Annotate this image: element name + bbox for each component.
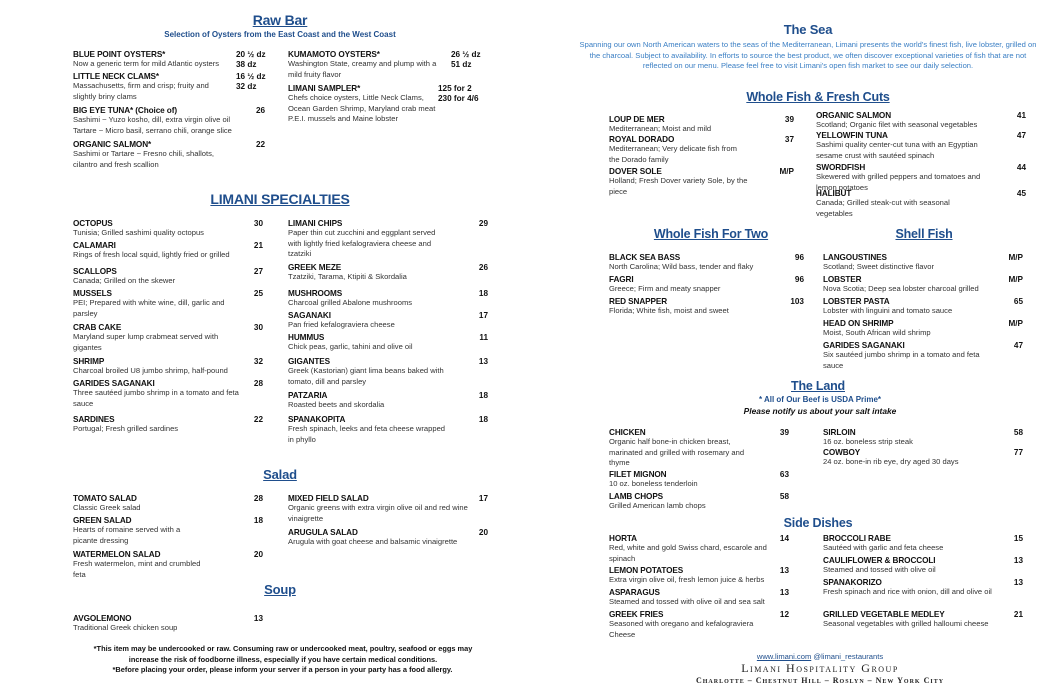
item-name: SPANAKORIZO (823, 578, 882, 587)
item-price: 22 (253, 415, 263, 424)
item-price: 25 (253, 289, 263, 298)
item-name: CALAMARI (73, 241, 116, 250)
sides-title: Side Dishes (783, 516, 853, 530)
item-name: CRAB CAKE (73, 323, 122, 332)
item-description: Paper thin cut zucchini and eggplant served with lightly fried kefalograviera cheese and tzatziki (288, 228, 436, 258)
item-description: Fresh spinach and rice with onion, dill and olive oil (823, 587, 992, 596)
item-description: Classic Greek salad (73, 503, 141, 512)
item-name: MUSHROOMS (288, 289, 343, 298)
item-price: 18 (478, 289, 488, 298)
item-name: OCTOPUS (73, 219, 113, 228)
item-price: M/P (1008, 319, 1023, 328)
item-price: 29 (478, 219, 488, 228)
item-description: Greece; Firm and meaty snapper (609, 284, 721, 293)
item-name: SWORDFISH (816, 163, 866, 172)
menu-item (609, 610, 789, 640)
item-description: Organic half bone-in chicken breast, marinated and grilled with rosemary and thyme (609, 437, 745, 467)
item-description: Arugula with goat cheese and balsamic vinaigrette (288, 537, 458, 546)
item-name: LIMANI CHIPS (288, 219, 343, 228)
item-description: Extra virgin olive oil, fresh lemon juice & herbs (609, 575, 765, 584)
item-description: Charcoal broiled U8 jumbo shrimp, half-pound (73, 366, 228, 375)
item-price-dozen: 38 dz (236, 60, 257, 69)
item-price: 21 (1013, 610, 1023, 619)
menu-item (73, 106, 273, 136)
item-name: GREEN SALAD (73, 516, 132, 525)
item-price: M/P (779, 167, 794, 176)
item-name: LIMANI SAMPLER* (288, 84, 361, 93)
item-description: Sashimi or Tartare ~ Fresno chili, shallots, cilantro and fresh scallion (73, 149, 215, 169)
item-price: 17 (478, 311, 488, 320)
item-description: Now a generic term for mild Atlantic oysters (73, 59, 220, 68)
menu-item (73, 72, 266, 102)
item-price: 45 (1016, 189, 1026, 198)
item-price: 39 (779, 428, 789, 437)
item-description: Three sautéed jumbo shrimp in a tomato and feta sauce (73, 388, 239, 408)
item-description: Portugal; Fresh grilled sardines (73, 424, 179, 433)
item-price: 77 (1013, 448, 1023, 457)
item-name: SARDINES (73, 415, 115, 424)
menu-item (73, 379, 263, 409)
item-price: 12 (779, 610, 789, 619)
item-name: PATZARIA (288, 391, 328, 400)
menu-item (73, 289, 263, 319)
sea-intro: Spanning our own North American waters to the seas of the Mediterranean, Limani presents the world's finest fish, live lobster, grilled on the charcoal. Subject to availability. In efforts to source the best product, we often discover exceptional varieties of fish that are not reflected on our menu. Please feel free to visit Limani's open fish market to see our daily selection. (579, 40, 1037, 70)
item-description: 24 oz. bone-in rib eye, dry aged 30 days (823, 457, 959, 466)
menu-item (823, 253, 1023, 273)
item-price: 18 (478, 415, 488, 424)
item-name: GREEK FRIES (609, 610, 664, 619)
item-price: 17 (478, 494, 488, 503)
item-name: BIG EYE TUNA* (Choice of) (73, 106, 177, 115)
item-price: 13 (1013, 578, 1023, 587)
menu-item (609, 566, 789, 586)
item-name: SAGANAKI (288, 311, 331, 320)
item-name: ROYAL DORADO (609, 135, 675, 144)
menu-item (609, 492, 789, 512)
item-price: 28 (253, 494, 263, 503)
item-name: GREEK MEZE (288, 263, 342, 272)
group-locations: Charlotte – Chestnut Hill – Roslyn – New York City (695, 676, 945, 685)
item-name: SHRIMP (73, 357, 105, 366)
menu-item (73, 494, 263, 514)
item-description: PEI; Prepared with white wine, dill, garlic and parsley (73, 298, 225, 318)
item-price: 65 (1013, 297, 1023, 306)
item-description: Chick peas, garlic, tahini and olive oil (288, 342, 413, 351)
item-description: Holland; Fresh Dover variety Sole, by the piece (609, 176, 748, 196)
item-description: Fresh spinach, leeks and feta cheese wrapped in phyllo (288, 424, 446, 444)
item-name: HEAD ON SHRIMP (823, 319, 894, 328)
item-name: HALIBUT (816, 189, 852, 198)
item-description: Rings of fresh local squid, lightly fried or grilled (73, 250, 230, 259)
item-name: SIRLOIN (823, 428, 856, 437)
item-price: 13 (478, 357, 488, 366)
item-price: 20 ½ dz (236, 50, 266, 59)
menu-item (609, 297, 804, 317)
menu-item (288, 84, 483, 125)
menu-item (816, 111, 1026, 131)
menu-item (823, 428, 1023, 448)
menu-item (823, 341, 1023, 371)
group-name: Limani Hospitality Group (741, 661, 899, 675)
item-name: DOVER SOLE (609, 167, 662, 176)
item-price: 47 (1013, 341, 1023, 350)
item-price: 13 (1013, 556, 1023, 565)
item-name: GIGANTES (288, 357, 330, 366)
item-name: LOBSTER PASTA (823, 297, 890, 306)
menu-item (73, 219, 263, 239)
item-price: 11 (479, 333, 488, 342)
item-price: 30 (253, 219, 263, 228)
item-description: Seasoned with oregano and kefalograviera Cheese (609, 619, 754, 639)
menu-item (823, 297, 1023, 317)
item-name: YELLOWFIN TUNA (816, 131, 888, 140)
item-name: FILET MIGNON (609, 470, 667, 479)
item-price-dozen: 51 dz (451, 60, 472, 69)
item-description: Nova Scotia; Deep sea lobster charcoal grilled (823, 284, 979, 293)
sea-title: The Sea (783, 22, 833, 37)
soup-title: Soup (264, 582, 296, 597)
item-description: Grilled American lamb chops (609, 501, 706, 510)
item-description: 10 oz. boneless tenderloin (609, 479, 698, 488)
item-description: Red, white and gold Swiss chard, escarole and spinach (609, 543, 767, 563)
item-name: ASPARAGUS (609, 588, 660, 597)
item-description: Pan fried kefalograviera cheese (288, 320, 395, 329)
menu-item (609, 167, 794, 197)
menu-item (288, 528, 488, 548)
land-salt-note: Please notify us about your salt intake (743, 406, 897, 416)
item-price: 44 (1016, 163, 1026, 172)
menu-item (609, 275, 804, 295)
menu-item (288, 50, 483, 80)
menu-item (816, 189, 1026, 219)
footnote-allergy: *Before placing your order, please inform your server if a person in your party has a food allergy. (112, 665, 453, 674)
item-name: WATERMELON SALAD (73, 550, 161, 559)
item-description: Mediterranean; Moist and mild (609, 124, 712, 133)
menu-item (73, 614, 263, 634)
menu-item (609, 115, 794, 135)
item-name: BLUE POINT OYSTERS* (73, 50, 166, 59)
menu-item (288, 415, 488, 445)
item-price: M/P (1008, 275, 1023, 284)
whole-fish-title: Whole Fish & Fresh Cuts (746, 90, 890, 104)
item-price: 103 (790, 297, 804, 306)
item-name: LANGOUSTINES (823, 253, 887, 262)
menu-item (823, 610, 1023, 630)
item-name: LOUP DE MER (609, 115, 665, 124)
land-beef-note: * All of Our Beef is USDA Prime* (758, 395, 882, 404)
item-price: 32 (253, 357, 263, 366)
item-name: MUSSELS (73, 289, 112, 298)
menu-item (609, 428, 789, 469)
menu-item (73, 415, 263, 435)
item-description: Sautéed with garlic and feta cheese (823, 543, 944, 552)
item-price: 26 ½ dz (451, 50, 481, 59)
footer-links (690, 652, 950, 661)
menu-item (288, 311, 488, 331)
menu-item (73, 140, 273, 170)
item-name: CHICKEN (609, 428, 646, 437)
item-description: Seasonal vegetables with grilled halloumi cheese (823, 619, 989, 628)
item-name: GRILLED VEGETABLE MEDLEY (823, 610, 945, 619)
menu-item (823, 448, 1023, 468)
item-price: 21 (253, 241, 263, 250)
item-description: Skewered with grilled peppers and tomatoes and lemon potatoes (816, 172, 981, 192)
item-name: BROCCOLI RABE (823, 534, 891, 543)
item-price: 63 (779, 470, 789, 479)
item-price: 26 (478, 263, 488, 272)
footnote-raw-warning: *This item may be undercooked or raw. Consuming raw or undercooked meat, poultry, seafood or eggs may increase the risk of foodborne illness, especially if you have certain medical conditions. (93, 644, 473, 664)
item-name: BLACK SEA BASS (609, 253, 681, 262)
item-price: 96 (794, 275, 804, 284)
item-price-dozen: 32 dz (236, 82, 257, 91)
menu-item (823, 556, 1023, 576)
item-price: 13 (253, 614, 263, 623)
item-name: HUMMUS (288, 333, 325, 342)
menu-item (73, 323, 263, 353)
item-price: M/P (1008, 253, 1023, 262)
item-price: 125 for 2 (438, 84, 472, 93)
item-name: KUMAMOTO OYSTERS* (288, 50, 380, 59)
item-name: LEMON POTATOES (609, 566, 684, 575)
item-name: GARIDES SAGANAKI (823, 341, 905, 350)
item-name: SPANAKOPITA (288, 415, 346, 424)
item-price-group: 230 for 4/6 (438, 94, 479, 103)
item-description: Organic greens with extra virgin olive oil and red wine vinaigrette (288, 503, 468, 523)
item-description: Sashimi ~ Yuzo kosho, dill, extra virgin olive oil Tartare ~ Micro basil, serrano chili, orange slice (73, 115, 232, 135)
item-price: 20 (253, 550, 263, 559)
item-price: 18 (478, 391, 488, 400)
item-description: Six sautéed jumbo shrimp in a tomato and feta sauce (823, 350, 980, 370)
menu-item (823, 319, 1023, 339)
menu-item (609, 135, 794, 165)
item-description: 16 oz. boneless strip steak (823, 437, 913, 446)
land-title: The Land (791, 379, 845, 393)
item-name: GARIDES SAGANAKI (73, 379, 155, 388)
item-description: Maryland super lump crabmeat served with gigantes (73, 332, 219, 352)
menu-item (823, 578, 1023, 598)
item-description: Hearts of romaine served with a picante dressing (73, 525, 181, 545)
item-price: 26 (256, 106, 266, 115)
item-price: 58 (779, 492, 789, 501)
menu-item (823, 534, 1023, 554)
menu-item (288, 391, 488, 411)
item-description: Massachusetts, firm and crisp; fruity and slightly briny clams (73, 81, 209, 101)
item-name: ORGANIC SALMON (816, 111, 892, 120)
menu-item (73, 357, 263, 377)
salad-title: Salad (263, 467, 297, 482)
website-link[interactable]: www.limani.com (756, 652, 812, 661)
item-price: 20 (478, 528, 488, 537)
item-description: Roasted beets and skordalia (288, 400, 385, 409)
menu-item (73, 516, 263, 546)
item-price: 13 (779, 588, 789, 597)
item-description: Steamed and tossed with olive oil (823, 565, 936, 574)
item-name: LAMB CHOPS (609, 492, 664, 501)
social-handle: @limani_restaurants (811, 652, 884, 661)
item-name: AVGOLEMONO (73, 614, 132, 623)
item-name: HORTA (609, 534, 637, 543)
item-description: Tunisia; Grilled sashimi quality octopus (73, 228, 204, 237)
item-price: 41 (1016, 111, 1026, 120)
menu-item (73, 550, 263, 580)
menu-item (823, 275, 1023, 295)
menu-item (73, 241, 263, 261)
item-description: Steamed and tossed with olive oil and sea salt (609, 597, 765, 606)
menu-item (288, 289, 488, 309)
item-name: FAGRI (609, 275, 634, 284)
menu-item (609, 253, 804, 273)
item-description: Canada; Grilled steak-cut with seasonal vegetables (816, 198, 950, 218)
menu-item (288, 333, 488, 353)
menu-item (609, 588, 789, 608)
menu-item (288, 219, 488, 260)
item-description: Mediterranean; Very delicate fish from the Dorado family (609, 144, 737, 164)
item-description: North Carolina; Wild bass, tender and flaky (609, 262, 754, 271)
item-price: 47 (1016, 131, 1026, 140)
item-name: LITTLE NECK CLAMS* (73, 72, 159, 81)
menu-item (288, 494, 488, 524)
item-price: 16 ½ dz (236, 72, 266, 81)
item-price: 37 (784, 135, 794, 144)
item-name: RED SNAPPER (609, 297, 668, 306)
item-description: Scotland; Organic filet with seasonal vegetables (816, 120, 978, 129)
item-description: Scotland; Sweet distinctive flavor (823, 262, 935, 271)
item-price: 27 (253, 267, 263, 276)
item-description: Charcoal grilled Abalone mushrooms (288, 298, 413, 307)
item-description: Chefs choice oysters, Little Neck Clams, Ocean Garden Shrimp, Maryland crab meat P.E.I. mussels and Maine lobster (288, 93, 436, 123)
item-price: 28 (253, 379, 263, 388)
item-price: 15 (1013, 534, 1023, 543)
item-name: LOBSTER (823, 275, 862, 284)
item-name: TOMATO SALAD (73, 494, 137, 503)
menu-item (73, 50, 273, 70)
menu-item (816, 131, 1026, 161)
item-name: CAULIFLOWER & BROCCOLI (823, 556, 936, 565)
item-price: 14 (779, 534, 789, 543)
menu-item (73, 267, 263, 287)
item-description: Tzatziki, Tarama, Ktipiti & Skordalia (288, 272, 407, 281)
item-description: Lobster with linguini and tomato sauce (823, 306, 953, 315)
item-price: 13 (779, 566, 789, 575)
item-description: Moist, South African wild shrimp (823, 328, 931, 337)
item-price: 18 (253, 516, 263, 525)
item-description: Florida; White fish, moist and sweet (609, 306, 729, 315)
item-price: 96 (794, 253, 804, 262)
raw-bar-title: Raw Bar (252, 12, 308, 28)
item-name: ARUGULA SALAD (288, 528, 358, 537)
menu-item (288, 263, 488, 283)
item-description: Canada; Grilled on the skewer (73, 276, 176, 285)
item-description: Sashimi quality center-cut tuna with an Egyptian sesame crust with sautéed spinach (816, 140, 978, 160)
item-name: SCALLOPS (73, 267, 117, 276)
item-name: COWBOY (823, 448, 861, 457)
item-description: Washington State, creamy and plump with a mild fruity flavor (288, 59, 437, 79)
item-price: 58 (1013, 428, 1023, 437)
item-description: Traditional Greek chicken soup (73, 623, 178, 632)
item-price: 39 (784, 115, 794, 124)
item-price: 30 (253, 323, 263, 332)
fish-for-two-title: Whole Fish For Two (653, 227, 769, 241)
item-description: Greek (Kastorian) giant lima beans baked with tomato, dill and parsley (288, 366, 444, 386)
item-price: 22 (256, 140, 266, 149)
raw-bar-subtitle: Selection of Oysters from the East Coast and the West Coast (164, 30, 396, 39)
shell-fish-title: Shell Fish (895, 227, 953, 241)
item-name: ORGANIC SALMON* (73, 140, 152, 149)
menu-item (288, 357, 488, 387)
item-name: MIXED FIELD SALAD (288, 494, 369, 503)
item-description: Fresh watermelon, mint and crumbled feta (73, 559, 201, 579)
menu-item (609, 470, 789, 490)
specialties-title: LIMANI SPECIALTIES (210, 191, 350, 207)
menu-item (609, 534, 789, 564)
